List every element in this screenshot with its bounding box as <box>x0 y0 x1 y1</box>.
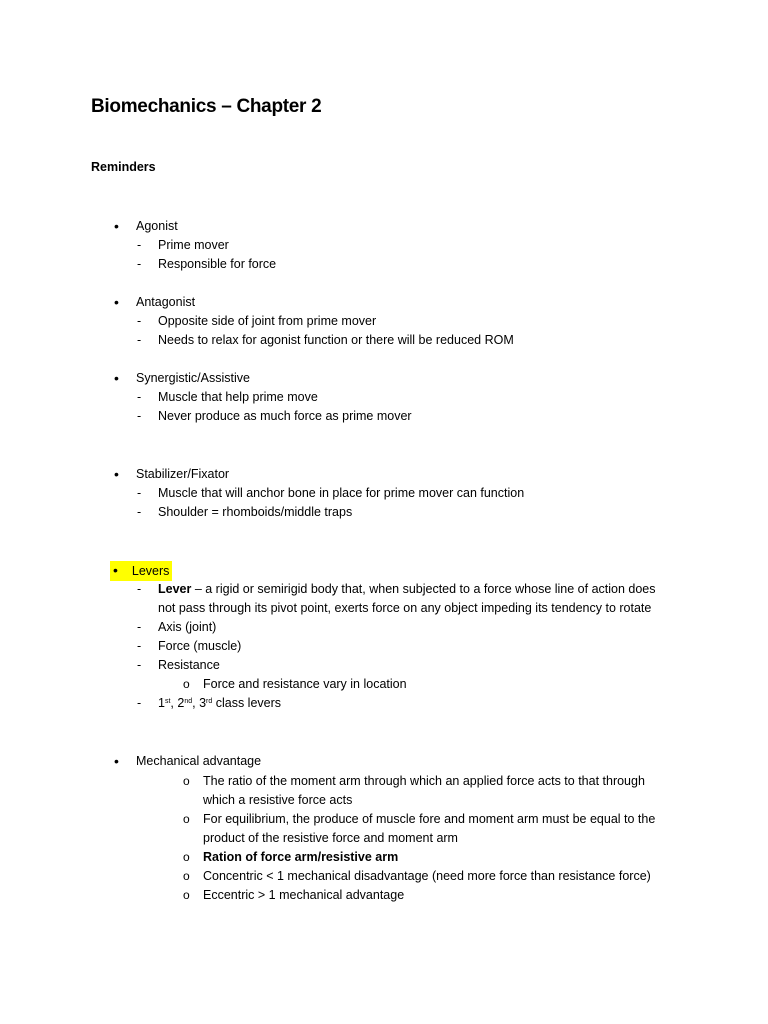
dash-icon: - <box>137 409 142 423</box>
list-item-continued: which a resistive force acts <box>203 793 353 807</box>
dash-icon: - <box>137 639 142 653</box>
circle-bullet-icon: o <box>183 888 190 902</box>
synergistic-label: Synergistic/Assistive <box>136 371 250 385</box>
list-item: Shoulder = rhomboids/middle traps <box>158 505 353 519</box>
list-item: Concentric < 1 mechanical disadvantage (need more force than resistance force) <box>203 869 651 883</box>
class-2-suffix: nd <box>184 698 193 705</box>
bullet-icon: • <box>114 466 119 482</box>
lever-term: Lever <box>158 582 192 596</box>
bullet-icon: • <box>114 370 119 386</box>
list-item: Force (muscle) <box>158 639 242 653</box>
circle-bullet-icon: o <box>183 850 190 864</box>
bullet-icon: • <box>113 562 118 578</box>
list-item: Resistance <box>158 658 220 672</box>
dash-icon: - <box>137 390 142 404</box>
class-2: 2 <box>177 696 185 710</box>
lever-definition-text: – a rigid or semirigid body that, when subjected to a force whose line of action does <box>191 582 656 596</box>
section-heading: Reminders <box>91 160 156 174</box>
list-item: Axis (joint) <box>158 620 217 634</box>
list-item: Prime mover <box>158 238 229 252</box>
mechanical-advantage-label: Mechanical advantage <box>136 754 262 768</box>
class-1-suffix: st <box>164 698 171 705</box>
list-item: Muscle that help prime move <box>158 390 318 404</box>
circle-bullet-icon: o <box>183 677 190 691</box>
dash-icon: - <box>137 486 142 500</box>
dash-icon: - <box>137 257 142 271</box>
list-item: Eccentric > 1 mechanical advantage <box>203 888 405 902</box>
list-item: Muscle that will anchor bone in place for prime mover can function <box>158 486 525 500</box>
list-item: The ratio of the moment arm through which an applied force acts to that through <box>203 774 645 788</box>
circle-bullet-icon: o <box>183 869 190 883</box>
dash-icon: - <box>137 582 142 596</box>
list-item: Never produce as much force as prime mover <box>158 409 412 423</box>
bullet-icon: • <box>114 294 119 310</box>
dash-icon: - <box>137 658 142 672</box>
list-item: Needs to relax for agonist function or there will be reduced ROM <box>158 333 514 347</box>
dash-icon: - <box>137 333 142 347</box>
list-item: Force and resistance vary in location <box>203 677 407 691</box>
circle-bullet-icon: o <box>183 812 190 826</box>
class-1: 1 <box>158 696 165 710</box>
antagonist-label: Antagonist <box>136 295 196 309</box>
separator: , <box>170 696 178 710</box>
lever-definition-line-2: not pass through its pivot point, exerts force on any object impeding its tendency to rotate <box>158 601 652 615</box>
lever-classes <box>158 694 281 713</box>
class-levers-text: class levers <box>212 696 282 710</box>
list-item-bold: Ration of force arm/resistive arm <box>203 850 399 864</box>
lever-definition-line-1 <box>158 580 656 599</box>
dash-icon: - <box>137 238 142 252</box>
bullet-icon: • <box>114 753 119 769</box>
circle-bullet-icon: o <box>183 774 190 788</box>
list-item: Responsible for force <box>158 257 277 271</box>
stabilizer-label: Stabilizer/Fixator <box>136 467 230 481</box>
bullet-icon: • <box>114 218 119 234</box>
dash-icon: - <box>137 696 142 710</box>
list-item-continued: product of the resistive force and moment arm <box>203 831 458 845</box>
dash-icon: - <box>137 620 142 634</box>
agonist-label: Agonist <box>136 219 178 233</box>
levers-highlight <box>110 561 172 581</box>
dash-icon: - <box>137 314 142 328</box>
class-3-suffix: rd <box>206 698 213 705</box>
levers-label: Levers <box>131 564 170 578</box>
class-3: 3 <box>199 696 207 710</box>
separator: , <box>192 696 200 710</box>
list-item: For equilibrium, the produce of muscle fore and moment arm must be equal to the <box>203 812 656 826</box>
list-item: Opposite side of joint from prime mover <box>158 314 377 328</box>
page-title: Biomechanics – Chapter 2 <box>91 96 322 117</box>
dash-icon: - <box>137 505 142 519</box>
